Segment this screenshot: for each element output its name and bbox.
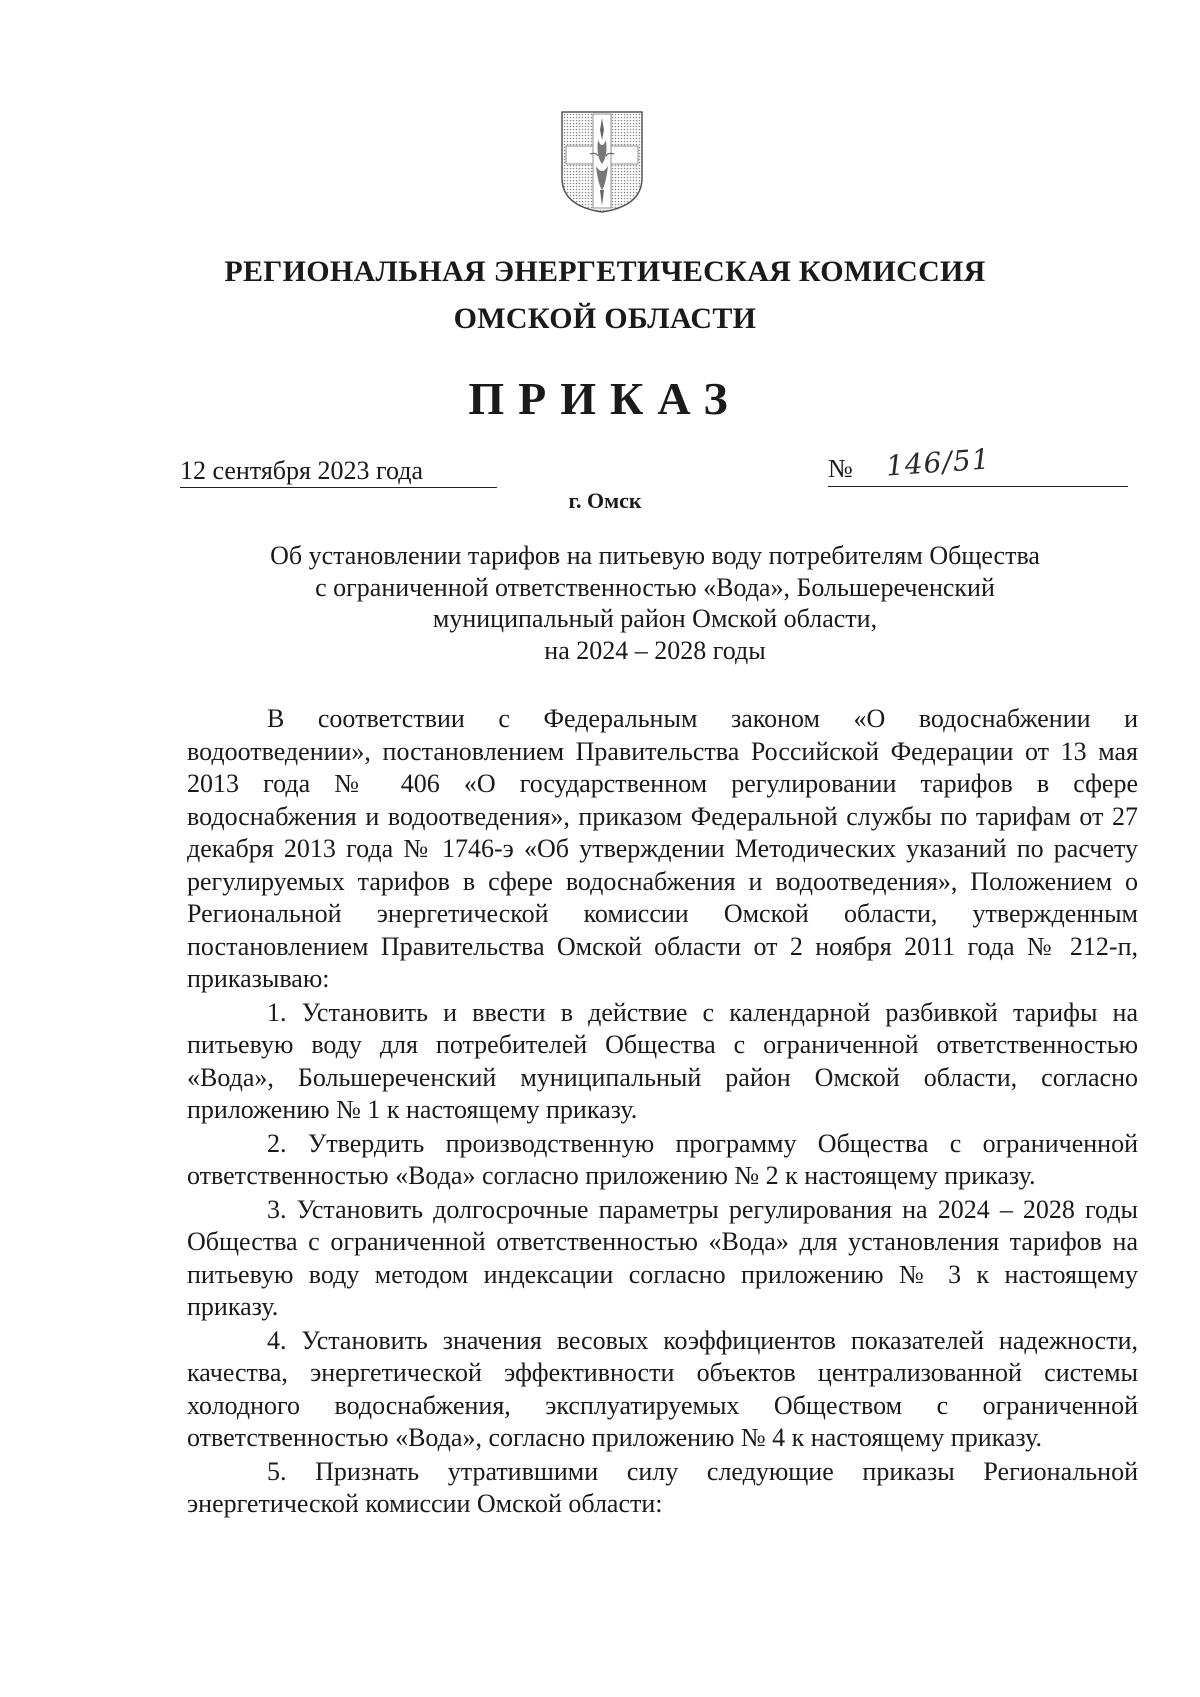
subject-line: на 2024 – 2028 годы <box>544 635 766 665</box>
order-item-4: 4. Установить значения весовых коэффициентов показателей надежности, качества, энергетической эффективности объектов централизованной системы холодного водоснабжения, эксплуатируемых Обществом с ограниченной ответственностью «Вода», согласно приложению № 4 к настоящему приказу. <box>187 1325 1138 1452</box>
organization-title-line2: ОМСКОЙ ОБЛАСТИ <box>453 302 757 335</box>
document-type-title: ПРИКАЗ <box>468 373 742 424</box>
preamble-paragraph: В соответствии с Федеральным законом «О водоснабжении и водоотведении», постановлением Правительства Российской Федерации от 13 мая 2013 года № 406 «О государственном регулировании тарифов в сфере водоснабжения и водоотведения», приказом Федеральной службы по тарифам от 27 декабря 2013 года № 1746-э «Об утверждении Методических указаний по расчету регулируемых тарифов в сфере водоснабжения и водоотведения», Положением о Региональной энергетической комиссии Омской области, утвержденным постановлением Правительства Омской области от 2 ноября 2011 года № 212-п, приказываю: <box>187 704 1138 993</box>
order-number-handwritten: 146/51 <box>884 442 992 483</box>
order-item-5: 5. Признать утратившими силу следующие приказы Региональной энергетической комиссии Омской области: <box>187 1456 1138 1518</box>
order-date: 12 сентября 2023 года <box>180 455 497 488</box>
order-body <box>187 703 1138 1521</box>
subject-line: с ограниченной ответственностью «Вода», Большереченский <box>315 572 995 602</box>
subject-line: Об установлении тарифов на питьевую воду потребителям Общества <box>270 541 1040 570</box>
number-sign: № <box>828 454 853 483</box>
order-item-2: 2. Утвердить производственную программу Общества с ограниченной ответственностью «Вода» согласно приложению № 2 к настоящему приказу. <box>187 1128 1138 1190</box>
organization-title-line1: РЕГИОНАЛЬНАЯ ЭНЕРГЕТИЧЕСКАЯ КОМИССИЯ <box>224 255 986 288</box>
omsk-coat-of-arms-emblem <box>560 110 644 214</box>
order-item-1: 1. Установить и ввести в действие с календарной разбивкой тарифы на питьевую воду для потребителей Общества с ограниченной ответственностью «Вода», Большереченский муниципальный район Омской области, согласно приложению № 1 к настоящему приказу. <box>187 997 1138 1124</box>
subject-line: муниципальный район Омской области, <box>432 604 878 633</box>
order-subject <box>180 540 1130 666</box>
order-item-3: 3. Установить долгосрочные параметры регулирования на 2024 – 2028 годы Общества с ограниченной ответственностью «Вода» для установления тарифов на питьевую воду методом индексации согласно приложению № 3 к настоящему приказу. <box>187 1194 1138 1321</box>
order-number-field <box>828 442 1128 487</box>
city-of-issue: г. Омск <box>568 488 642 513</box>
